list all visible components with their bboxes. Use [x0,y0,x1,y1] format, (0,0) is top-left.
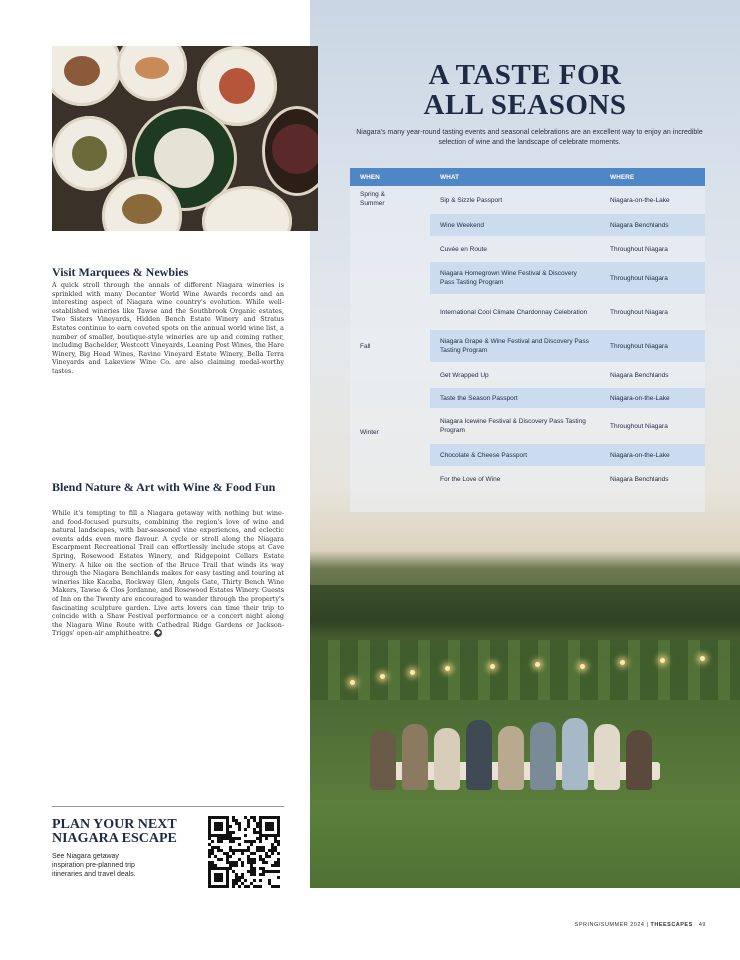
event-name: Cuvée en Route [440,245,487,253]
dinner-table-scene [360,700,680,810]
when-label: Fall [360,343,371,350]
paragraph-blend-text: While it's tempting to fill a Niagara getaway with nothing but wine- and food-focused pursuits, combining the region's love of wine and natural landscapes, with bar-seasoned vine experiences, and eclectic events adds even more flavour. A cycle or stroll along the Niagara Escarpment Recreational Trail can effortlessly include stops at Cave Spring, Rosewood Estates Winery, and Ridgepoint Cellars Estate Winery. A hike on the section of the Bruce Trail that winds its way through the Niagara Benchlands makes for easy tasting and touring at wineries like Kacaba, Rockway Glen, Angels Gate, Thirty Bench Wine Makers, Tawse & Clos Jordanne, and Rosewood Estates Winery. Guests of Inn on the Twenty are encouraged to wander through the property's fascinating sculpture garden. Live arts lovers can time their trip to coincide with a Shaw Festival performance or a concert night along the Niagara Wine Route with Cathedral Ridge Gardens or Jackson-Triggs' open-air amphitheatre. [52,509,284,638]
intro-text: Niagara's many year-round tasting events and seasonal celebrations are an excellent way to enjoy an incredible selection of wine and the landscape of celebrate moments. [356,129,703,146]
plate [262,106,318,196]
event-location: Throughout Niagara [610,342,668,350]
table-row [430,238,705,260]
header-when: WHEN [360,173,380,181]
header-what: WHAT [440,173,460,181]
event-location: Niagara-on-the-Lake [610,451,670,459]
heading-visit: Visit Marquees & Newbies [52,265,189,279]
diner [626,730,652,790]
table-row [430,388,705,408]
diner [562,718,588,790]
diner [594,724,620,790]
event-name: Wine Weekend [440,221,484,229]
event-location: Throughout Niagara [610,308,668,316]
plan-text: See Niagara getaway inspiration pre-planned trip itineraries and travel deals. [52,853,136,878]
event-name: Chocolate & Cheese Passport [440,451,528,459]
divider [52,806,284,807]
page-footer: SPRING/SUMMER 2024 | THEESCAPES 49 [574,922,706,928]
when-column [350,186,430,512]
table-row [430,364,705,386]
table-row [430,410,705,442]
table-header [350,168,705,186]
paragraph-blend [52,509,284,638]
plan-heading-line-2: NIAGARA ESCAPE [52,831,177,846]
page-number: 49 [698,922,706,928]
table-row [430,262,705,294]
event-name: Sip & Sizzle Passport [440,196,503,204]
plan-heading-line-1: PLAN YOUR NEXT [52,817,177,832]
plate [117,46,187,101]
diner [402,724,428,790]
title-line-2: ALL SEASONS [423,89,627,121]
heading-blend: Blend Nature & Art with Wine & Food Fun [52,480,276,494]
event-location: Throughout Niagara [610,274,668,282]
end-mark-icon: ◆ [156,629,161,637]
table-row [430,188,705,212]
event-location: Niagara Benchlands [610,475,669,483]
event-name: International Cool Climate Chardonnay Celebration [440,308,588,316]
diner [498,726,524,790]
table-row [430,444,705,466]
table-row [430,468,705,490]
table-row [430,296,705,328]
title-line-1: A TASTE FOR [428,59,622,91]
qr-code-icon[interactable] [208,816,280,888]
event-location: Niagara-on-the-Lake [610,196,670,204]
table-body [350,186,705,512]
lawn [310,800,740,888]
events-table [350,168,705,512]
string-lights [350,650,730,700]
event-name: Get Wrapped Up [440,371,489,379]
event-name: Niagara Homegrown Wine Festival & Discovery Pass Tasting Program [440,270,577,286]
when-label: Winter [360,429,379,436]
event-name: Niagara Icewine Festival & Discovery Pass Tasting Program [440,418,586,434]
tree-line [310,585,740,645]
table-row [430,214,705,236]
diner [466,720,492,790]
event-name: For the Love of Wine [440,475,501,483]
event-location: Throughout Niagara [610,245,668,253]
footer-issue: SPRING/SUMMER 2024 [574,922,645,928]
table-row [430,330,705,362]
event-name: Niagara Grape & Wine Festival and Discovery Pass Tasting Program [440,338,589,354]
table-rows [430,186,705,512]
event-location: Niagara Benchlands [610,371,669,379]
page-title [400,60,650,120]
event-location: Niagara-on-the-Lake [610,394,670,402]
event-name: Taste the Season Passport [440,394,518,402]
event-location: Niagara Benchlands [610,221,669,229]
diner [530,722,556,790]
header-where: WHERE [610,173,635,181]
plate [52,46,122,106]
food-photo [52,46,318,231]
paragraph-visit: A quick stroll through the annals of different Niagara wineries is sprinkled with many Decanter World Wine Awards records and an interesting aspect of Niagara wine country's evolution. While well-established wineries like Tawse and the Southbrook Organic estates, Two Sisters Vineyards, Hidden Bench Estate Winery and Stratus Estates continue to earn coveted spots on the annual world wine list, a number of smaller, boutique-style wineries are up and coming rather, including Bachelder, Westcott Vineyards, Leaning Post Wines, the Hare Winery, Big Head Wines, Ravine Vineyard Estate Winery, Bella Terra Vineyards and Lakeview Wine Co. are also claiming medal-worthy tastes. [52,281,284,375]
diner [370,730,396,790]
plate [52,116,127,191]
diner [434,728,460,790]
footer-magazine: THEESCAPES [650,922,693,928]
when-label: Spring & Summer [360,191,385,207]
event-location: Throughout Niagara [610,422,668,430]
